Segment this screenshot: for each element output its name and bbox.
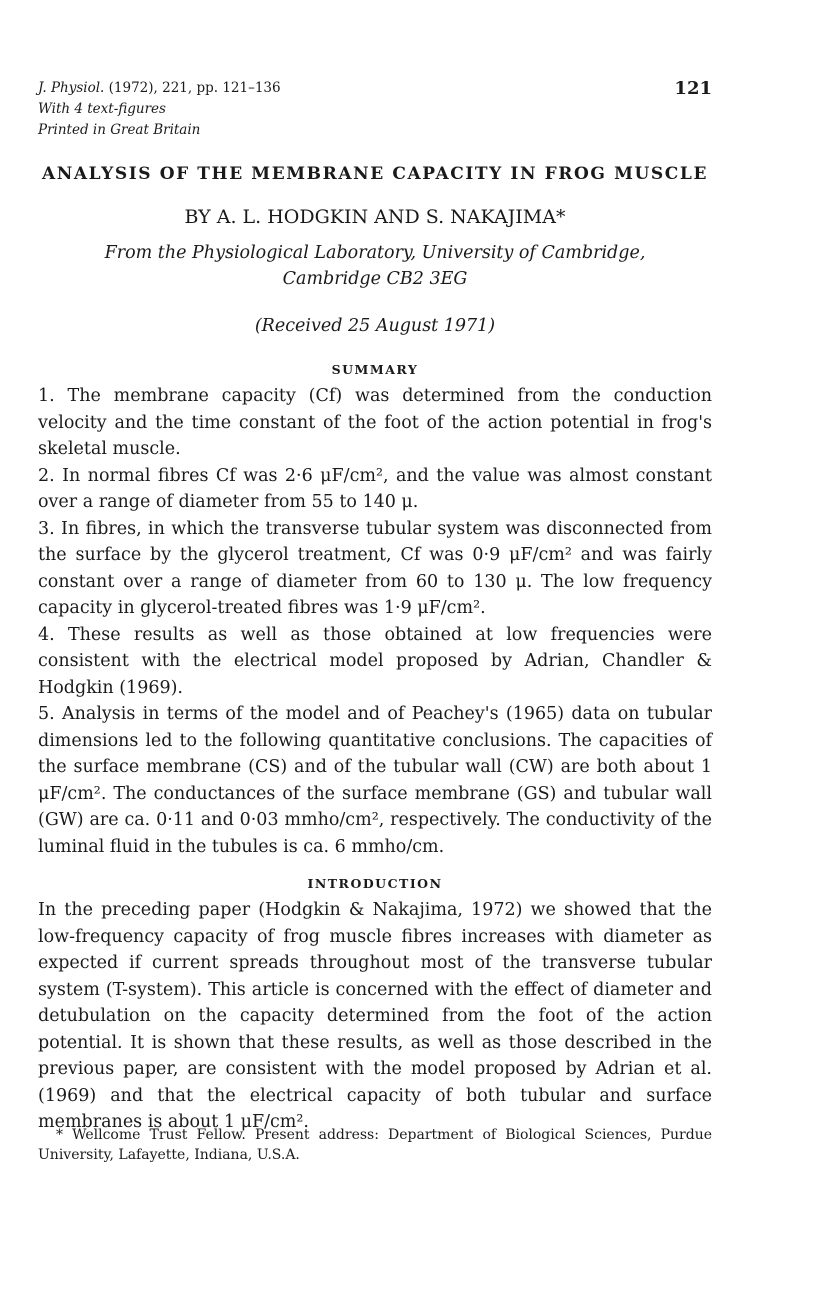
summary-item: 2. In normal fibres Cf was 2·6 μF/cm², and the value was almost constant over a range of diameter from 55 to 140 μ. xyxy=(38,465,712,512)
printed-note: Printed in Great Britain xyxy=(38,122,201,138)
citation: (1972), 221, pp. 121–136 xyxy=(108,80,281,96)
citation-line xyxy=(38,78,281,99)
affiliation-line-1: From the Physiological Laboratory, University of Cambridge, xyxy=(104,243,646,263)
received-date: (Received 25 August 1971) xyxy=(254,316,496,336)
summary-item: 1. The membrane capacity (Cf) was determined from the conduction velocity and the time constant of the foot of the action potential in frog's skeletal muscle. xyxy=(38,386,712,459)
paper-title: ANALYSIS OF THE MEMBRANE CAPACITY IN FROG MUSCLE xyxy=(41,164,709,184)
introduction-paragraph: In the preceding paper (Hodgkin & Nakajima, 1972) we showed that the low-frequency capacity of frog muscle fibres increases with diameter as expected if current spreads throughout most of the transverse tubular system (T-system). This article is concerned with the effect of diameter and detubulation on the capacity determined from the foot of the action potential. It is shown that these results, as well as those described in the previous paper, are consistent with the model proposed by Adrian et al. (1969) and that the electrical capacity of both tubular and surface membranes is about 1 μF/cm². xyxy=(38,900,712,1132)
summary-item: 4. These results as well as those obtained at low frequencies were consistent with the electrical model proposed by Adrian, Chandler & Hodgkin (1969). xyxy=(38,624,712,698)
journal-name: J. Physiol. xyxy=(38,80,105,96)
introduction-body xyxy=(38,897,712,1136)
affiliation-line-2: Cambridge CB2 3EG xyxy=(282,269,468,289)
introduction-heading: INTRODUCTION xyxy=(307,876,443,891)
summary-heading: SUMMARY xyxy=(331,362,419,377)
summary-item: 5. Analysis in terms of the model and of Peachey's (1965) data on tubular dimensions led to the following quantitative conclusions. The capacities of the surface membrane (CS) and of the tubular wall (CW) are both about 1 μF/cm². The conductances of the surface membrane (GS) and tubular wall (GW) are ca. 0·11 and 0·03 mmho/cm², respectively. The conductivity of the luminal fluid in the tubules is ca. 6 mmho/cm. xyxy=(38,704,712,857)
footnote: * Wellcome Trust Fellow. Present address: Department of Biological Sciences, Purdue University, Lafayette, Indiana, U.S.A. xyxy=(38,1127,712,1163)
summary-body xyxy=(38,383,712,860)
summary-item: 3. In fibres, in which the transverse tubular system was disconnected from the surface by the glycerol treatment, Cf was 0·9 μF/cm² and was fairly constant over a range of diameter from 60 to 130 μ. The low frequency capacity in glycerol-treated fibres was 1·9 μF/cm². xyxy=(38,518,712,618)
affiliation xyxy=(38,240,712,292)
authors: BY A. L. HODGKIN AND S. NAKAJIMA* xyxy=(184,206,566,228)
journal-header xyxy=(38,78,281,141)
figures-note: With 4 text-figures xyxy=(38,101,166,117)
page-number: 121 xyxy=(674,78,712,99)
